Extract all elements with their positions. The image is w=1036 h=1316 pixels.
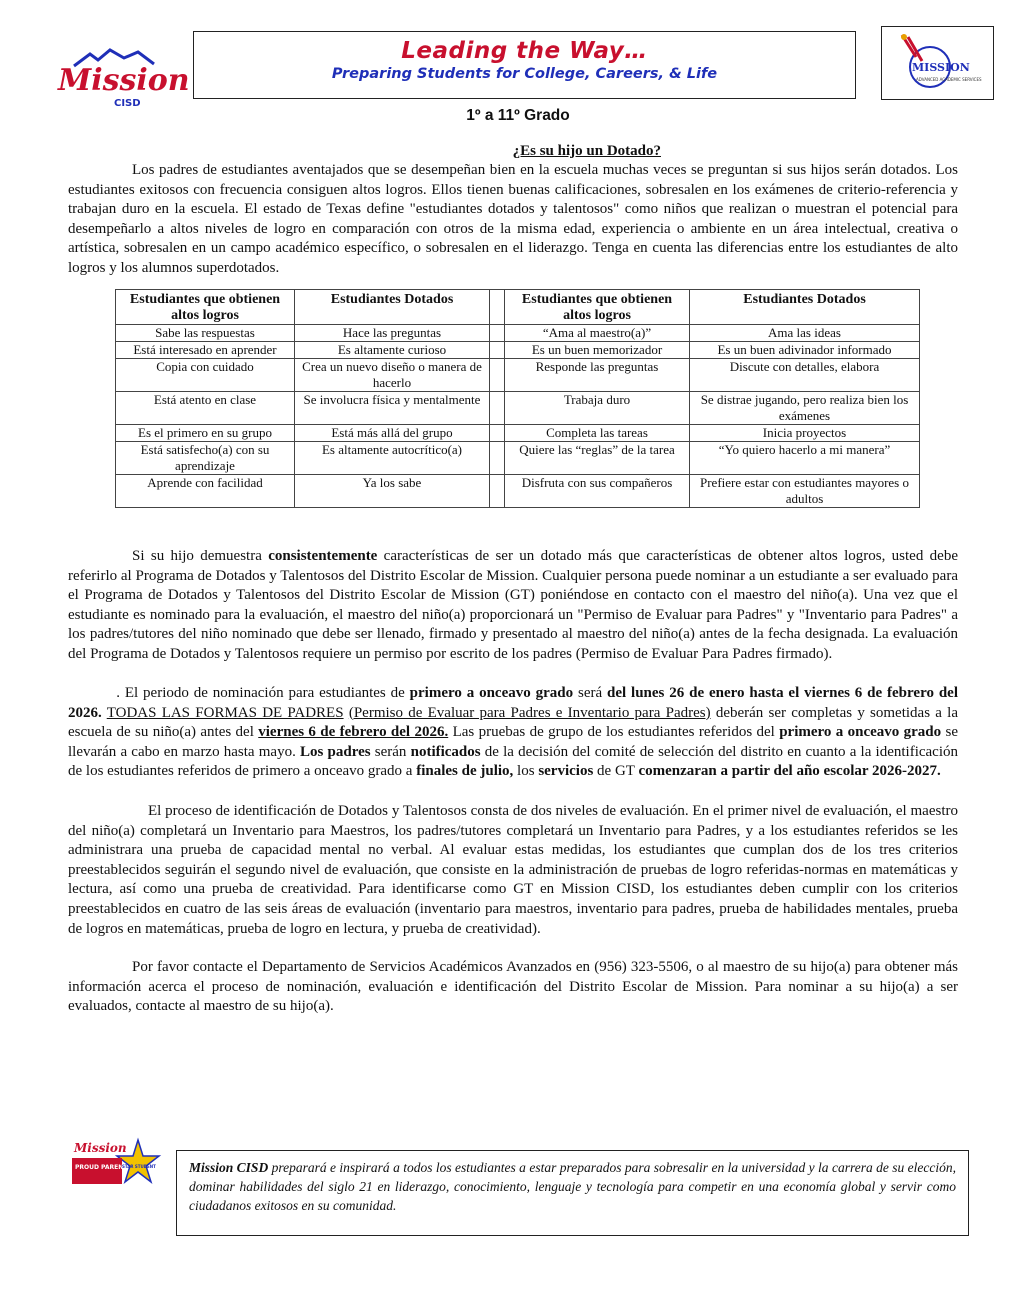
- p3-text: serán: [370, 743, 411, 760]
- table-row: [116, 475, 920, 508]
- p3-text: deberán ser completas y sometidas a la escuela de su niño(a) antes del: [68, 704, 959, 741]
- p2-text: Si su hijo demuestra: [132, 548, 269, 564]
- table-cell: Ama las ideas: [690, 325, 920, 342]
- table-row: [116, 342, 920, 359]
- table-row: [116, 442, 920, 475]
- p3-text: los: [513, 763, 539, 780]
- table-cell: “Ama al maestro(a)”: [505, 325, 690, 342]
- advanced-academic-services-logo: [881, 26, 994, 100]
- mission-cisd-logo: [54, 40, 190, 110]
- p3-bold: primero a onceavo grado: [779, 724, 942, 741]
- logo-right-text: MISSION: [912, 61, 970, 74]
- table-cell: “Yo quiero hacerlo a mi manera”: [690, 442, 920, 475]
- table-cell: Copia con cuidado: [116, 359, 295, 392]
- logo-left-text: Mission: [58, 63, 190, 98]
- footer-logo-parent: PROUD PARENT: [75, 1164, 128, 1171]
- services-start: comenzaran a partir del año escolar 2026-2027.: [638, 763, 941, 780]
- p3-text: de GT: [593, 763, 639, 780]
- table-cell: Es altamente autocrítico(a): [295, 442, 490, 475]
- table-cell: Discute con detalles, elabora: [690, 359, 920, 392]
- table-cell: Se distrae jugando, pero realiza bien los exámenes: [690, 392, 920, 425]
- table-cell: Está interesado en aprender: [116, 342, 295, 359]
- p3-text: será: [573, 685, 608, 701]
- referral-paragraph: [68, 547, 958, 665]
- table-row: [116, 359, 920, 392]
- identification-process-paragraph: [68, 802, 958, 939]
- contact-paragraph: [68, 958, 958, 1017]
- p2-emphasis: consistentemente: [268, 548, 378, 564]
- p3-text: se llevarán a cabo en marzo hasta mayo.: [68, 724, 959, 760]
- table-row: [116, 425, 920, 442]
- mission-statement-text: preparará e inspirará a todos los estudiantes a estar preparados para sobresalir en la universidad y la carrera de su elección, dominar habilidades del siglo 21 en liderazgo, conocimiento, lenguaje y tecnología para competir en una economía global y servir como ciudadanos exitosos en su comunidad.: [189, 1160, 956, 1213]
- deadline-date: viernes 6 de febrero del 2026.: [258, 724, 449, 741]
- header-banner: [193, 31, 856, 99]
- table-cell: Crea un nuevo diseño o manera de hacerlo: [295, 359, 490, 392]
- table-cell: Está atento en clase: [116, 392, 295, 425]
- p3-bold: notificados: [410, 743, 481, 760]
- table-cell: Está más allá del grupo: [295, 425, 490, 442]
- logo-left-sub: CISD: [114, 98, 141, 109]
- p3-bold: Los padres: [300, 743, 371, 760]
- grade-range: 1º a 11º Grado: [466, 107, 570, 124]
- header-title: Leading the Way…: [401, 38, 648, 64]
- p3-bullet: .: [116, 685, 120, 701]
- p3-text: Las pruebas de grupo de los estudiantes referidos del: [448, 724, 780, 741]
- proud-parent-star-student-logo: [70, 1138, 160, 1198]
- table-cell: Prefiere estar con estudiantes mayores o adultos: [690, 475, 920, 508]
- nomination-dates: del lunes 26 de enero hasta el viernes 6 de febrero del 2026.: [68, 685, 958, 721]
- p3-bold: servicios: [538, 763, 594, 780]
- table-cell: Inicia proyectos: [690, 425, 920, 442]
- p3-text: de la decisión del comité de selección del distrito en cuanto a la identificación de los estudiantes referidos de primero a onceavo grado a: [68, 743, 959, 780]
- intro-text: Los padres de estudiantes aventajados que se desempeñan bien en la escuela muchas veces se preguntan si sus hijos serán dotados. Los estudiantes exitosos con frecuencia consiguen altos logros. Ellos tienen buenas calificaciones, sobresalen en los exámenes de criterio-referencia y trabajan duro en la escuela. El estado de Texas define "estudiantes dotados y talentosos" como niños que realizan o muestran el potencial para desempeñarlo a altos niveles de logro en comparación con otros de la misma edad, experiencia o ambiente en un área intelectual, creativa o artística, sobresalen en un campo académico específico, o sobresalen en el liderazgo. Tenga en cuenta las diferencias entre los estudiantes de alto logros y los alumnos superdotados.: [68, 162, 958, 276]
- comparison-table: [115, 289, 920, 508]
- table-cell: Es altamente curioso: [295, 342, 490, 359]
- mission-statement-lead: Mission CISD: [189, 1160, 269, 1175]
- table-cell: Es un buen adivinador informado: [690, 342, 920, 359]
- header-subtitle: Preparing Students for College, Careers, & Life: [331, 66, 718, 82]
- parent-forms-label: TODAS LAS FORMAS DE PADRES: [106, 704, 344, 721]
- table-cell: Está satisfecho(a) con su aprendizaje: [116, 442, 295, 475]
- table-header-row: [116, 290, 920, 325]
- table-row: [116, 392, 920, 425]
- table-cell: Es el primero en su grupo: [116, 425, 295, 442]
- parent-forms-list: (Permiso de Evaluar para Padres e Inventario para Padres): [348, 704, 711, 721]
- p4-text: El proceso de identificación de Dotados y Talentosos consta de dos niveles de evaluación. En el primer nivel de evaluación, el maestro del niño(a) completará un Inventario para Maestros, los padres/tutores completará un Inventario para Padres, y a los estudiantes referidos se les administrara una prueba de capacidad mental no verbal. Al evaluar estas medidas, los estudiantes que cumplan dos de los tres criterios preestablecidos seguirán el segundo nivel de evaluación, que consiste en la administración de pruebas de logro referidas-normas en matemáticas y lectura, así como una prueba de creatividad. Para identificarse como GT en Mission CISD, los estudiantes deben cumplir con los criterios preestablecidos en cuatro de las seis áreas de evaluación (inventario para maestros, inventario para padres, prueba de habilidades mentales, prueba de logros en matemáticas, prueba de logro en lectura, y prueba de creatividad).: [68, 803, 958, 937]
- table-cell: Sabe las respuestas: [116, 325, 295, 342]
- p2-text: características de ser un dotado más que características de obtener altos logros, usted debe referirlo al Programa de Dotados y Talentosos del Distrito Escolar de Mission. Cualquier persona puede nominar a un estudiante a ser evaluado para el Programa de Dotados y Talentosos del Distrito Escolar de Mission (GT) poniéndose en contacto con el maestro del niño(a). Una vez que el estudiante es nominado para la evaluación, el maestro del niño(a) proporcionará un "Permiso de Evaluar para Padres" y "Inventario para Padres" a los padres/tutores del niño nominado que debe ser llenado, firmado y presentado al maestro del niño(a) antes de la fecha designada. La evaluación del Programa de Dotados y Talentosos requiere un permiso por escrito de los padres (Permiso de Evaluar Para Padres firmado).: [68, 548, 958, 662]
- nomination-period-paragraph: [68, 684, 958, 782]
- table-row: [116, 325, 920, 342]
- page-question: ¿Es su hijo un Dotado?: [512, 143, 661, 159]
- p3-text: El periodo de nominación para estudiantes de: [120, 685, 410, 701]
- table-cell: Completa las tareas: [505, 425, 690, 442]
- table-cell: Trabaja duro: [505, 392, 690, 425]
- table-cell: Hace las preguntas: [295, 325, 490, 342]
- table-cell: Ya los sabe: [295, 475, 490, 508]
- table-header: Estudiantes Dotados: [295, 290, 490, 325]
- p3-bold: finales de julio,: [416, 763, 514, 780]
- footer-logo-star: STAR STUDENT: [122, 1164, 156, 1169]
- table-cell: Aprende con facilidad: [116, 475, 295, 508]
- p3-bold: primero a onceavo grado: [409, 685, 574, 701]
- table-header: Estudiantes que obtienen altos logros: [505, 290, 690, 325]
- mission-statement-box: [176, 1150, 969, 1236]
- intro-paragraph: [68, 161, 958, 279]
- table-header: Estudiantes Dotados: [690, 290, 920, 325]
- table-header: Estudiantes que obtienen altos logros: [116, 290, 295, 325]
- table-cell: Quiere las “reglas” de la tarea: [505, 442, 690, 475]
- table-cell: Es un buen memorizador: [505, 342, 690, 359]
- table-cell: Se involucra física y mentalmente: [295, 392, 490, 425]
- footer-logo-text: Mission: [74, 1141, 127, 1155]
- table-cell: Responde las preguntas: [505, 359, 690, 392]
- table-cell: Disfruta con sus compañeros: [505, 475, 690, 508]
- logo-right-sub: ADVANCED ACADEMIC SERVICES: [916, 77, 982, 82]
- p5-text: Por favor contacte el Departamento de Servicios Académicos Avanzados en (956) 323-5506, o al maestro de su hijo(a) para obtener más información acerca el proceso de nominación, evaluación e identificación del Distrito Escolar de Mission. Para nominar a su hijo(a) a ser evaluados, contacte al maestro de su hijo(a).: [68, 959, 958, 1015]
